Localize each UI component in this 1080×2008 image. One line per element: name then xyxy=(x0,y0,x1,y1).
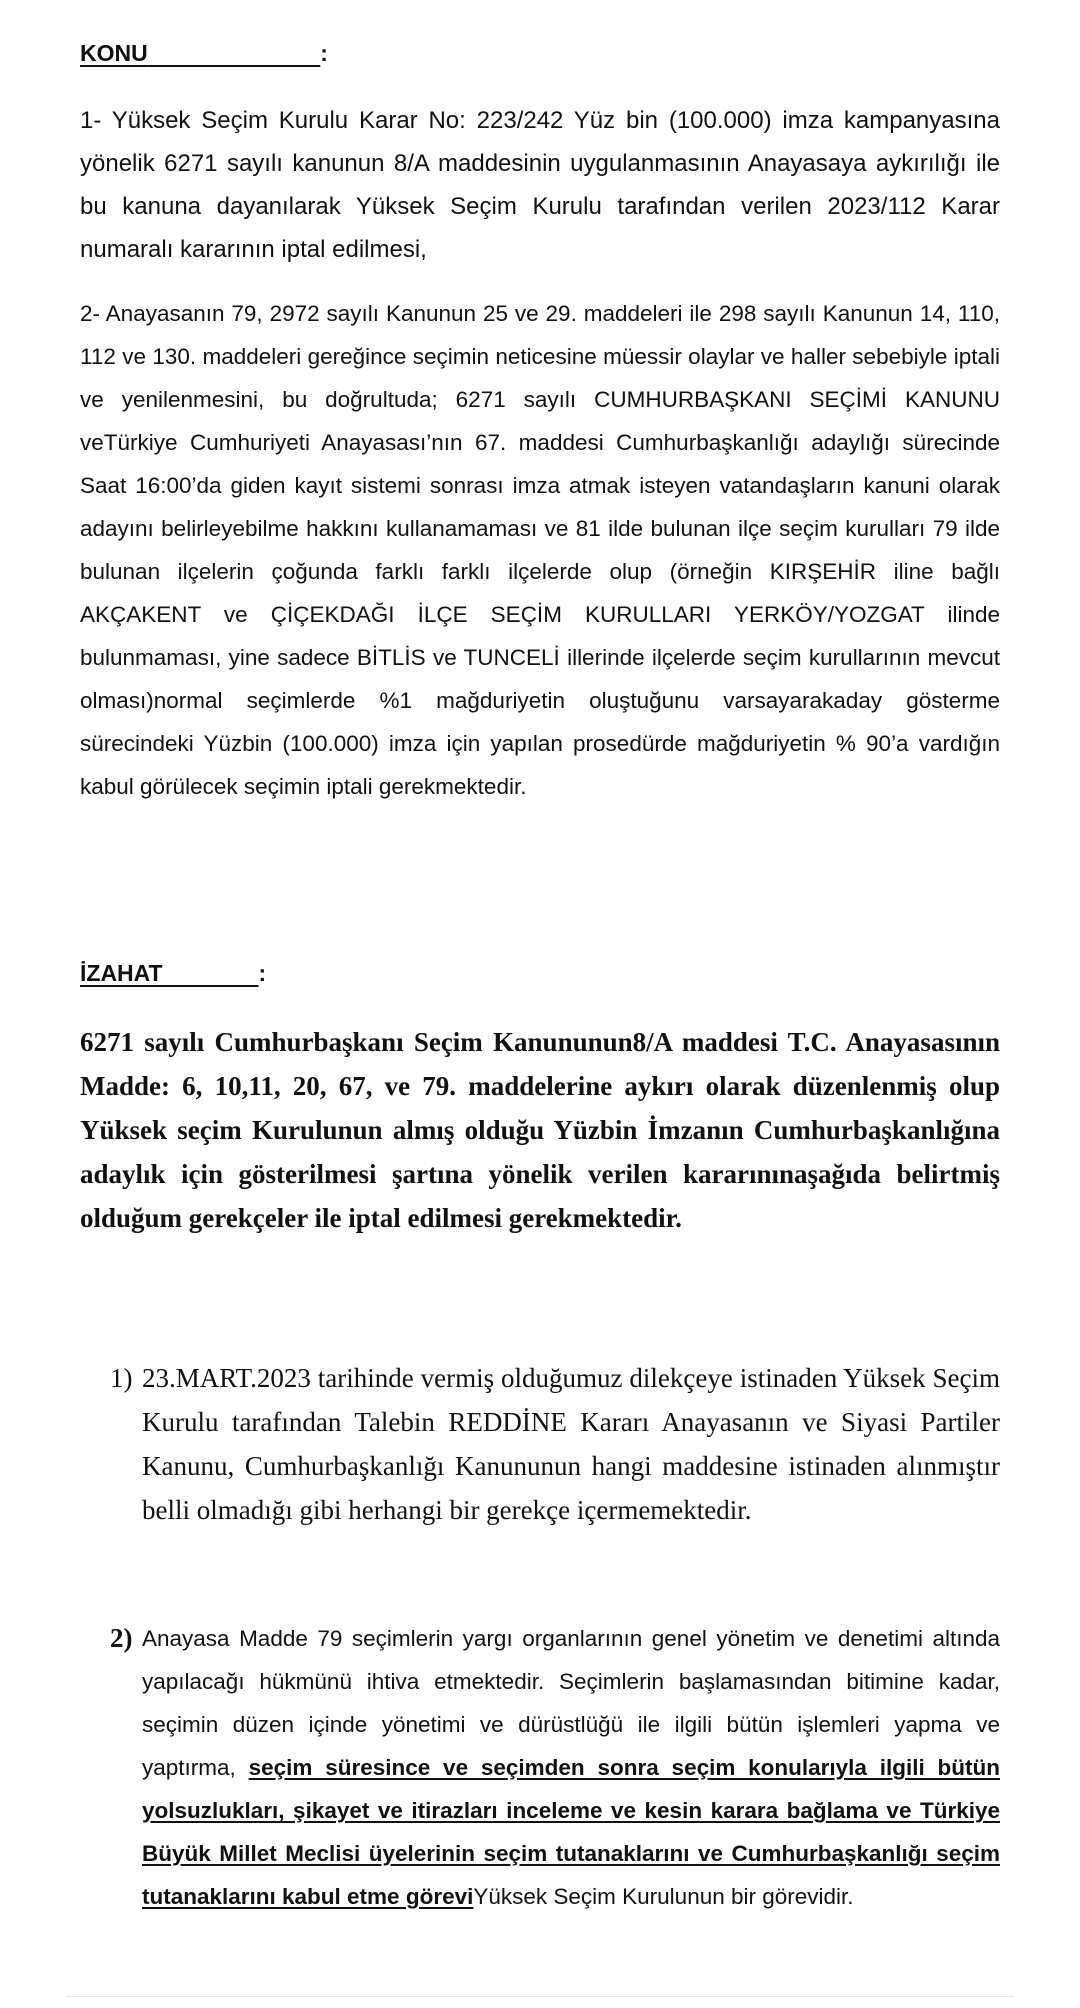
konu-heading xyxy=(80,38,328,68)
point-2-text-before: Anayasa Madde 79 seçimlerin yargı organlarının genel yönetim ve denetimi altında yapılacağı hükmünü ihtiva etmektedir. Seçimlerin başlamasından bitimine kadar, seçimin düzen içinde yönetimi ve dürüstlüğü ile ilgili bütün işlemleri yapma ve yaptırma, xyxy=(142,1626,1000,1780)
izahat-point-1 xyxy=(110,1356,1000,1532)
point-1-number: 1) xyxy=(110,1363,133,1393)
izahat-intro: 6271 sayılı Cumhurbaşkanı Seçim Kanununun8/A maddesi T.C. Anayasasının Madde: 6, 10,11, 20, 67, ve 79. maddelerine aykırı olarak düzenlenmiş olup Yüksek seçim Kurulunun almış olduğu Yüzbin İmzanın Cumhurbaşkanlığına adaylık için gösterilmesi şartına yönelik verilen kararınınaşağıda belirtmiş olduğum gerekçeler ile iptal edilmesi gerekmektedir. xyxy=(80,1027,1000,1233)
izahat-label: İZAHAT xyxy=(80,960,163,986)
point-2-emphasis: seçim süresince ve seçimden sonra seçim konularıyla ilgili bütün yolsuzlukları, şikayet ve itirazları inceleme ve kesin karara bağlama ve Türkiye Büyük Millet Meclisi üyelerinin seçim tutanaklarını ve Cumhurbaşkanlığı seçim tutanaklarını kabul etme görevi xyxy=(142,1755,1001,1909)
konu-label: KONU xyxy=(80,40,148,66)
konu-item-1: 1- Yüksek Seçim Kurulu Karar No: 223/242 Yüz bin (100.000) imza kampanyasına yönelik 6271 sayılı kanunun 8/A maddesinin uygulanmasının Anayasaya aykırılığı ile bu kanuna dayanılarak Yüksek Seçim Kurulu tarafından verilen 2023/112 Karar numaralı kararının iptal edilmesi, xyxy=(80,107,1000,263)
point-1-text: 23.MART.2023 tarihinde vermiş olduğumuz dilekçeye istinaden Yüksek Seçim Kurulu tarafından Talebin REDDİNE Kararı Anayasanın ve Siyasi Partiler Kanunu, Cumhurbaşkanlığı Kanununun hangi maddesine istinaden alınmıştır belli olmadığı gibi herhangi bir gerekçe içermemektedir. xyxy=(142,1363,1000,1525)
point-2-text xyxy=(142,1617,1000,1918)
page-bottom-divider xyxy=(66,1996,1014,1997)
konu-colon: : xyxy=(320,40,328,66)
point-2-number: 2) xyxy=(110,1623,133,1653)
izahat-heading xyxy=(80,958,266,988)
point-2-text-after: Yüksek Seçim Kurulunun bir görevidir. xyxy=(473,1884,854,1909)
konu-item-2: 2- Anayasanın 79, 2972 sayılı Kanunun 25 ve 29. maddeleri ile 298 sayılı Kanunun 14, 110, 112 ve 130. maddeleri gereğince seçimin neticesine müessir olaylar ve haller sebebiyle iptali ve yenilenmesini, bu doğrultuda; 6271 sayılı CUMHURBAŞKANI SEÇİMİ KANUNU veTürkiye Cumhuriyeti Anayasası’nın 67. maddesi Cumhurbaşkanlığı adaylığı sürecinde Saat 16:00’da giden kayıt sistemi sonrası imza atmak isteyen vatandaşların kanuni olarak adayını belirleyebilme hakkını kullanamaması ve 81 ilde bulunan ilçe seçim kurulları 79 ilde bulunan ilçelerin çoğunda farklı farklı ilçelerde olup (örneğin KIRŞEHİR iline bağlı AKÇAKENT ve ÇİÇEKDAĞI İLÇE SEÇİM KURULLARI YERKÖY/YOZGAT ilinde bulunmaması, yine sadece BİTLİS ve TUNCELİ illerinde ilçelerde seçim kurullarının mevcut olması)normal seçimlerde %1 mağduriyetin oluştuğunu varsayarakaday gösterme sürecindeki Yüzbin (100.000) imza için yapılan prosedürde mağduriyetin % 90’a vardığın kabul görülecek seçimin iptali gerekmektedir. xyxy=(80,301,1000,799)
izahat-colon: : xyxy=(258,960,267,986)
izahat-point-2 xyxy=(110,1617,1000,1918)
